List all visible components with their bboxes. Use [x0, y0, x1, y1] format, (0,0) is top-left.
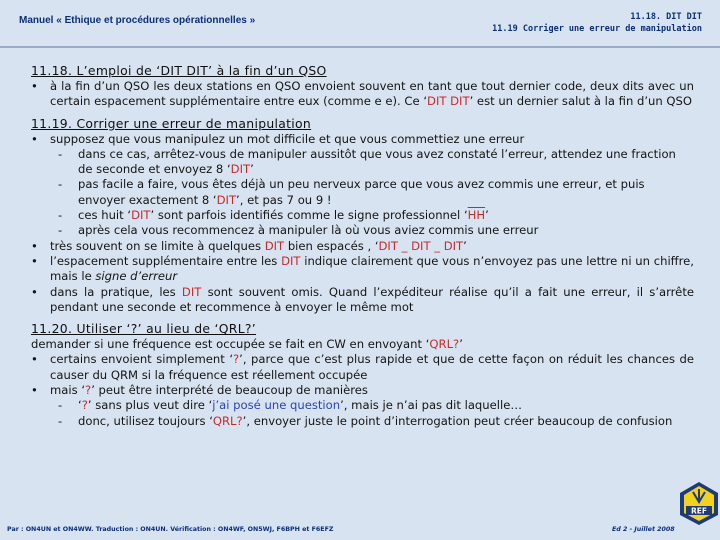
manual-title: Manuel « Ethique et procédures opérationnelles » [19, 15, 256, 26]
bullet-in-practice: • dans la pratique, les DIT sont souvent omis. Quand l’expéditeur réalise qu’il a fait une erreur, il s’arrête pendant une seconde et recommence à envoyer le même mot [31, 285, 694, 316]
bullet-interpretations: • mais ‘?’ peut être interprété de beaucoup de manières [31, 383, 694, 398]
ref-logo-icon [678, 480, 720, 526]
footer-credits: Par : ON4UN et ON4WW. Traduction : ON4UN. Vérification : ON4WF, ON5WJ, F6BPH et F6EFZ [7, 526, 334, 533]
footer-edition: Ed 2 - Juillet 2008 [612, 526, 675, 533]
section-reference-line1: 11.18. DIT DIT [630, 12, 702, 22]
dash-not-easy: - pas facile a faire, vous êtes déjà un peu nerveux parce que vous avez commis une erreur, et puis envoyer exactement 8 ‘DIT’, et pas 7 ou 9 ! [31, 177, 694, 208]
section-reference [492, 11, 702, 35]
section-reference-line2: 11.19 Corriger une erreur de manipulation [492, 24, 702, 34]
bullet-mistake: • supposez que vous manipulez un mot difficile et que vous commettiez une erreur [31, 132, 694, 147]
section-title-11-20: 11.20. Utiliser ‘?’ au lieu de ‘QRL?’ [31, 321, 257, 337]
bullet-error-sign: • l’espacement supplémentaire entre les DIT indique clairement que vous n’envoyez pas une lettre ni un chiffre, mais le signe d’erreur [31, 254, 694, 285]
section-title-11-19: 11.19. Corriger une erreur de manipulation [31, 115, 312, 131]
dash-hh-sign: - ces huit ‘DIT’ sont parfois identifiés comme le signe professionnel ‘$\overline{HH}$’ [31, 208, 694, 223]
bullet-few-dits: • très souvent on se limite à quelques DIT bien espacés , ‘DIT _ DIT _ DIT’ [31, 239, 694, 254]
dash-resume: - après cela vous recommencez à manipuler là où vous aviez commis une erreur [31, 223, 694, 238]
paragraph-qrl: demander si une fréquence est occupée se fait en CW en envoyant ‘QRL?’ [31, 337, 463, 352]
bullet-dit-dit-end-qso: • à la fin d’un QSO les deux stations en QSO envoient souvent en tant que tout dernier code, deux dits avec un certain espacement supplémentaire entre eux (comme e e). Ce ‘DIT DIT’ est un dernier salut à la fin d’un QSO [31, 79, 694, 110]
hh-prosign: $\overline{HH}$ [467, 208, 486, 223]
dash-always-qrl: - donc, utilisez toujours ‘QRL?’, envoyer juste le point d’interrogation peut créer beaucoup de confusion [31, 414, 694, 429]
header-divider [0, 46, 720, 48]
logo-text: REF [690, 506, 708, 516]
dash-send-8-dit: - dans ce cas, arrêtez-vous de manipuler aussitôt que vous avez constaté l’erreur, attendez une fraction de seconde et envoyez 8 ‘DIT’ [31, 147, 694, 178]
section-title-11-18: 11.18. L’emploi de ‘DIT DIT’ à la fin d’un QSO [31, 63, 327, 78]
dash-asked-question: - ‘?’ sans plus veut dire ‘j’ai posé une question’, mais je n’ai pas dit laquelle… [31, 398, 694, 413]
slide-body [31, 63, 694, 429]
bullet-question-mark: • certains envoient simplement ‘?’, parce que c’est plus rapide et que de cette façon on réduit les chances de causer du QRM si la fréquence est réellement occupée [31, 352, 694, 383]
